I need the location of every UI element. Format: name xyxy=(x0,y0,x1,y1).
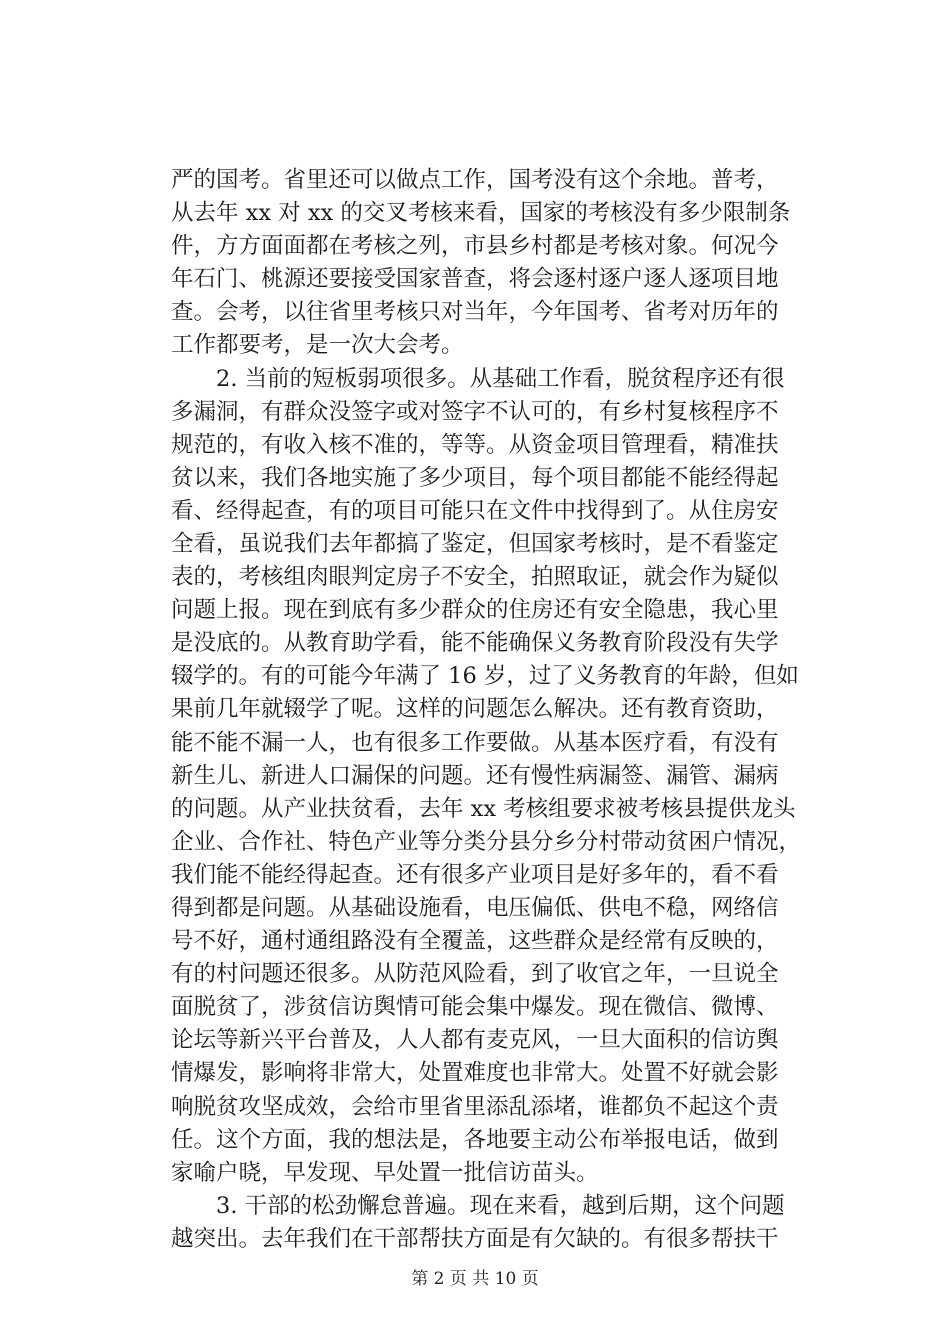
body-text-line: 全看，虽说我们去年都搞了鉴定，但国家考核时，是不看鉴定 xyxy=(171,531,779,557)
body-text-line: 严的国考。省里还可以做点工作，国考没有这个余地。普考， xyxy=(171,167,779,193)
body-text-line: 贫以来，我们各地实施了多少项目，每个项目都能不能经得起 xyxy=(171,464,779,491)
body-text-line: 件，方方面面都在考核之列，市县乡村都是考核对象。何况今 xyxy=(171,233,779,260)
body-text-line: 我们能不能经得起查。还有很多产业项目是好多年的，看不看 xyxy=(171,861,779,888)
body-text-line: 能不能不漏一人，也有很多工作要做。从基本医疗看，有没有 xyxy=(171,729,779,756)
body-text-line: 果前几年就辍学了呢。这样的问题怎么解决。还有教育资助， xyxy=(171,696,779,723)
body-text-line: 得到都是问题。从基础设施看，电压偏低、供电不稳，网络信 xyxy=(171,895,779,921)
body-text-line: 是没底的。从教育助学看，能不能确保义务教育阶段没有失学 xyxy=(171,630,779,657)
body-text-line: 面脱贫了，涉贫信访舆情可能会集中爆发。现在微信、微博、 xyxy=(171,994,779,1021)
body-text-line: 越突出。去年我们在干部帮扶方面是有欠缺的。有很多帮扶干 xyxy=(171,1225,779,1252)
body-text-line: 情爆发，影响将非常大，处置难度也非常大。处置不好就会影 xyxy=(171,1060,779,1087)
body-text-line: 有的村问题还很多。从防范风险看，到了收官之年，一旦说全 xyxy=(171,961,779,988)
page-footer: 第 2 页 共 10 页 xyxy=(411,1269,539,1289)
body-text-line: 企业、合作社、特色产业等分类分县分乡分村带动贫困户情况， xyxy=(171,828,802,855)
body-text-line: 家喻户晓，早发现、早处置一批信访苗头。 xyxy=(171,1159,599,1186)
body-text-line: 的问题。从产业扶贫看，去年 xx 考核组要求被考核县提供龙头 xyxy=(171,795,796,822)
body-text-line: 表的，考核组肉眼判定房子不安全，拍照取证，就会作为疑似 xyxy=(171,564,779,591)
body-text-line: 查。会考，以往省里考核只对当年，今年国考、省考对历年的 xyxy=(171,299,779,326)
body-text-line: 号不好，通村通组路没有全覆盖，这些群众是经常有反映的， xyxy=(171,928,779,955)
body-text-line: 多漏洞，有群众没签字或对签字不认可的，有乡村复核程序不 xyxy=(171,398,779,425)
body-text-line: 看、经得起查，有的项目可能只在文件中找得到了。从住房安 xyxy=(171,497,779,524)
body-text-line: 新生儿、新进人口漏保的问题。还有慢性病漏签、漏管、漏病 xyxy=(171,762,779,789)
body-text-line: 年石门、桃源还要接受国家普查，将会逐村逐户逐人逐项目地 xyxy=(171,266,779,293)
body-text-line: 规范的，有收入核不准的，等等。从资金项目管理看，精准扶 xyxy=(171,431,779,458)
body-text-line: 响脱贫攻坚成效，会给市里省里添乱添堵，谁都负不起这个责 xyxy=(171,1093,779,1120)
body-text-line: 从去年 xx 对 xx 的交叉考核来看，国家的考核没有多少限制条 xyxy=(171,200,791,227)
body-text-line: 工作都要考，是一次大会考。 xyxy=(171,332,464,359)
body-text-line: 3. 干部的松劲懈怠普遍。现在来看，越到后期，这个问题 xyxy=(171,1192,785,1219)
body-text-line: 2. 当前的短板弱项很多。从基础工作看，脱贫程序还有很 xyxy=(171,365,785,392)
body-text-line: 任。这个方面，我的想法是，各地要主动公布举报电话，做到 xyxy=(171,1126,779,1153)
body-text-line: 辍学的。有的可能今年满了 16 岁，过了义务教育的年龄，但如 xyxy=(171,663,799,690)
body-text-line: 问题上报。现在到底有多少群众的住房还有安全隐患，我心里 xyxy=(171,597,779,624)
body-text-line: 论坛等新兴平台普及，人人都有麦克风，一旦大面积的信访舆 xyxy=(171,1027,779,1054)
